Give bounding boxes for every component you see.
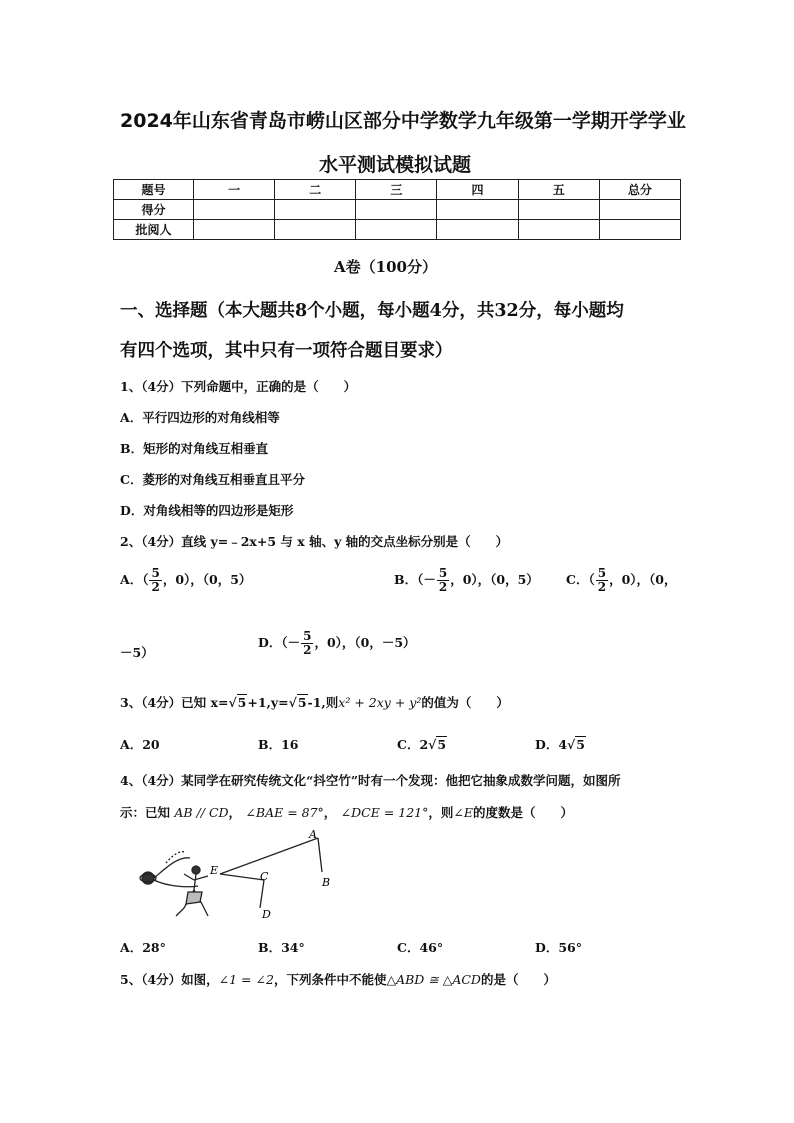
question-1-stem: 1、（4分）下列命题中，正确的是（ ） — [120, 379, 357, 394]
question-1-option-c[interactable]: C．菱形的对角线互相垂直且平分 — [120, 472, 305, 487]
option-label: D．（－ — [258, 635, 301, 650]
option-label: B．（－ — [394, 572, 436, 587]
score-cell[interactable] — [437, 200, 518, 220]
segment-cd — [260, 880, 264, 908]
question-3-option-b[interactable]: B．16 — [258, 737, 299, 752]
score-cell[interactable] — [356, 200, 437, 220]
question-4-stem-line1: 4、（4分）某同学在研究传统文化“抖空竹”时有一个发现：他把它抽象成数学问题，如图所 — [120, 773, 621, 788]
angle-dce: ∠DCE = 121° — [340, 805, 429, 820]
fraction: $\frac{5}{2}$ — [597, 566, 607, 594]
fraction: $\frac{5}{2}$ — [151, 566, 160, 594]
question-2-option-b[interactable] — [394, 567, 539, 594]
angle-condition: ∠1 = ∠2 — [218, 972, 274, 987]
question-2-option-c-continued: －5） — [120, 645, 154, 660]
score-table-row — [114, 220, 681, 240]
question-4-option-d[interactable]: D．56° — [535, 940, 582, 955]
score-cell[interactable] — [194, 220, 275, 240]
score-row-label: 批阅人 — [114, 220, 194, 240]
question-2-stem: 2、（4分）直线 y=﹣2x+5 与 x 轴、y 轴的交点坐标分别是（ ） — [120, 534, 509, 549]
score-cell[interactable] — [599, 220, 680, 240]
score-table-row — [114, 200, 681, 220]
score-table — [113, 179, 681, 240]
option-text: ，0），（0，－5） — [314, 635, 416, 650]
score-table-header-cell: 二 — [275, 180, 356, 200]
score-cell[interactable] — [275, 200, 356, 220]
score-cell[interactable] — [194, 200, 275, 220]
figure-label-c: C — [260, 870, 269, 883]
congruence-expression: △ABD ≅ △ACD — [386, 972, 481, 987]
paper-title-line2: 水平测试模拟试题 — [319, 154, 472, 176]
question-2-option-d[interactable] — [258, 630, 416, 657]
score-table-header-cell: 一 — [194, 180, 275, 200]
score-cell[interactable] — [275, 220, 356, 240]
sqrt-symbol: √5 — [288, 695, 307, 710]
score-table-header-cell: 题号 — [114, 180, 194, 200]
segment-ea — [220, 838, 318, 874]
question-1-option-b[interactable]: B．矩形的对角线互相垂直 — [120, 441, 269, 456]
score-table-header-cell: 三 — [356, 180, 437, 200]
sqrt-symbol: √5 — [567, 737, 585, 752]
question-4-figure — [136, 828, 346, 924]
score-row-label: 得分 — [114, 200, 194, 220]
fraction: $\frac{5}{2}$ — [303, 629, 312, 657]
option-text: ，0），（0，5） — [450, 572, 539, 587]
question-4-option-b[interactable]: B．34° — [258, 940, 305, 955]
option-text: ，0），（0， — [609, 572, 677, 587]
question-4-stem-line2: 示：已知 AB // CD， ∠BAE = 87°， ∠DCE = 121°，则∠E的度数是（ ） — [120, 805, 574, 820]
score-cell[interactable] — [518, 200, 599, 220]
score-table-header-cell: 四 — [437, 180, 518, 200]
score-table-header-cell: 五 — [518, 180, 599, 200]
question-5-stem: 5、（4分）如图，∠1 = ∠2，下列条件中不能使△ABD ≅ △ACD的是（ ） — [120, 972, 556, 987]
score-table-header-row — [114, 180, 681, 200]
parallel-expression: AB // CD — [174, 805, 229, 820]
option-label: C．（ — [566, 572, 595, 587]
question-3-option-c[interactable]: C．2√5 — [397, 737, 447, 752]
question-1-option-d[interactable]: D．对角线相等的四边形是矩形 — [120, 503, 294, 518]
option-text: ，0），（0，5） — [162, 572, 252, 587]
question-2-option-a[interactable] — [120, 567, 251, 594]
math-expression: x² + 2xy + y² — [338, 695, 422, 710]
question-1-option-a[interactable]: A．平行四边形的对角线相等 — [120, 410, 280, 425]
sqrt-symbol: √5 — [428, 737, 447, 752]
figure-label-d: D — [262, 908, 271, 921]
angle-e: ∠E — [453, 805, 473, 820]
figure-label-a: A — [309, 828, 317, 841]
score-cell[interactable] — [599, 200, 680, 220]
score-cell[interactable] — [518, 220, 599, 240]
question-3-option-d[interactable]: D．4√5 — [535, 737, 585, 752]
section-heading-line1: 一、选择题（本大题共8个小题，每小题4分，共32分，每小题均 — [120, 301, 624, 321]
question-4-option-a[interactable]: A．28° — [120, 940, 166, 955]
option-label: A．（ — [120, 572, 149, 587]
score-cell[interactable] — [356, 220, 437, 240]
fraction: $\frac{5}{2}$ — [438, 566, 448, 594]
figure-label-b: B — [322, 876, 331, 889]
question-3-option-a[interactable]: A．20 — [120, 737, 160, 752]
segment-ec — [220, 874, 264, 880]
paper-title-line1: 2024年山东省青岛市崂山区部分中学数学九年级第一学期开学学业 — [120, 110, 686, 132]
question-2-option-c[interactable] — [566, 567, 676, 594]
question-4-option-c[interactable]: C．46° — [397, 940, 444, 955]
score-cell[interactable] — [437, 220, 518, 240]
question-3-stem: 3、（4分）已知 x=√5+1,y=√5-1,则x² + 2xy + y²的值为（ ） — [120, 695, 509, 710]
segment-ab — [318, 838, 322, 872]
diabolo-player-illustration — [140, 852, 208, 916]
paper-section-label: A卷（100分） — [334, 258, 437, 276]
figure-label-e: E — [210, 864, 219, 877]
score-table-header-cell: 总分 — [599, 180, 680, 200]
angle-bae: ∠BAE = 87° — [245, 805, 324, 820]
section-heading-line2: 有四个选项，其中只有一项符合题目要求） — [120, 341, 453, 361]
sqrt-symbol: √5 — [228, 695, 247, 710]
